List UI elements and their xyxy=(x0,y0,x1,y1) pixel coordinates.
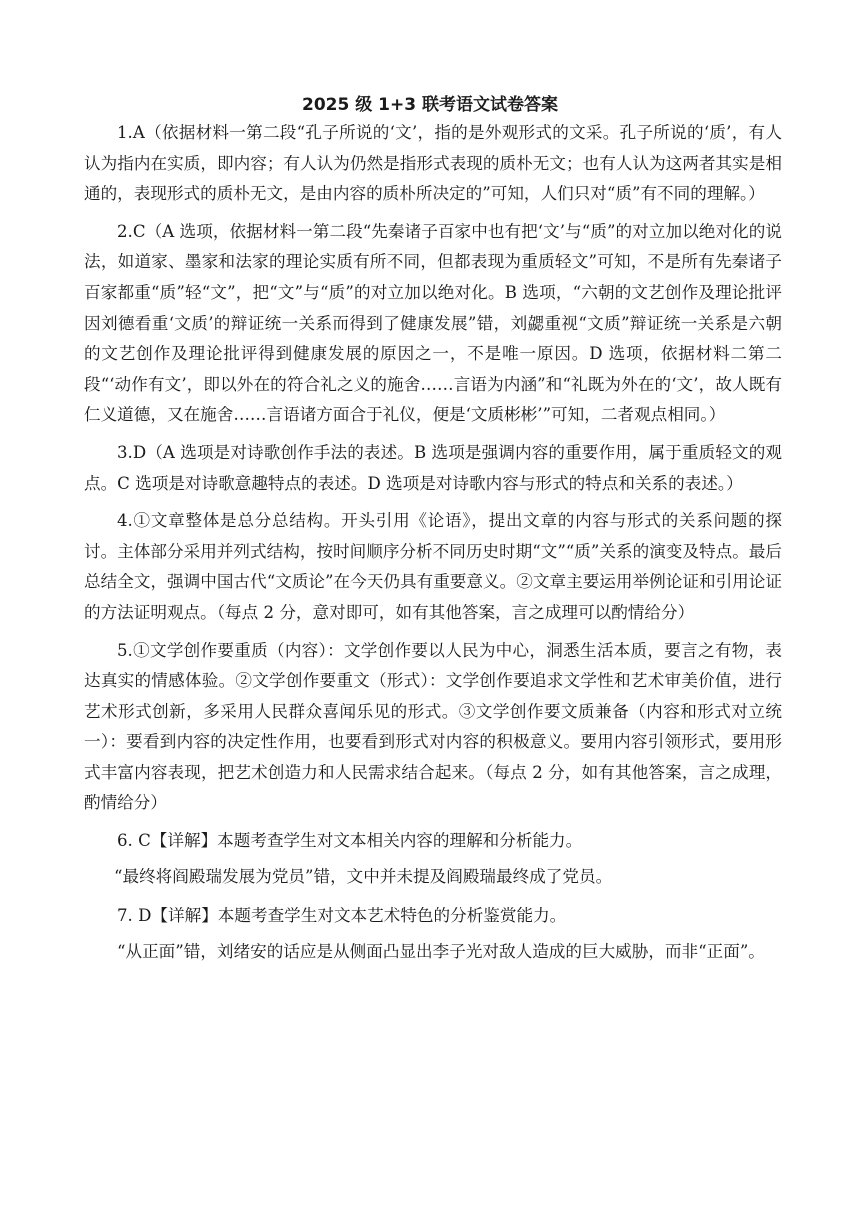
document-title: 2025 级 1+3 联考语文试卷答案 xyxy=(302,95,558,115)
answer-6-detail: “最终将阎殿瑞发展为党员”错，文中并未提及阎殿瑞最终成了党员。 xyxy=(114,866,613,886)
answer-1: 1.A（依据材料一第二段“孔子所说的‘文’，指的是外观形式的文采。孔子所说的‘质’，有人认为指内在实质，即内容；有人认为仍然是指形式表现的质朴无文；也有人认为这两者其实是相通的，表现形式的质朴无文，是由内容的质朴所决定的”可知，人们只对“质”有不同的理解。） xyxy=(84,123,782,204)
answer-7-detail: “从正面”错，刘绪安的话应是从侧面凸显出李子光对敌人造成的巨大威胁，而非“正面”。 xyxy=(117,941,765,961)
answer-2: 2.C（A 选项，依据材料一第二段“先秦诸子百家中也有把‘文’与“质”的对立加以绝对化的说法，如道家、墨家和法家的理论实质有所不同，但都表现为重质轻文”可知，不是所有先秦诸子百家都重“质”轻“文”，把“文”与“质”的对立加以绝对化。B 选项，“六朝的文艺创作及理论批评因刘德看重‘文质’的辩证统一关系而得到了健康发展”错，刘勰重视“文质”辩证统一关系是六朝的文艺创作及理论批评得到健康发展的原因之一，不是唯一原因。D 选项，依据材料二第二段“‘动作有文’，即以外在的符合礼之义的施舍……言语为内涵”和“礼既为外在的‘文’，故人既有仁义道德，又在施舍……言语诸方面合于礼仪，便是‘文质彬彬’”可知，二者观点相同。） xyxy=(84,221,782,425)
answer-6: 6. C【详解】本题考查学生对文本相关内容的理解和分析能力。 xyxy=(117,831,583,851)
answer-7: 7. D【详解】本题考查学生对文本艺术特色的分析鉴赏能力。 xyxy=(117,906,567,926)
answer-body xyxy=(84,118,782,974)
answer-4: 4.①文章整体是总分总结构。开头引用《论语》，提出文章的内容与形式的关系问题的探讨。主体部分采用并列式结构，按时间顺序分析不同历史时期“文”“质”关系的演变及特点。最后总结全文，强调中国古代“文质论”在今天仍具有重要意义。②文章主要运用举例论证和引用论证的方法证明观点。（每点 2 分，意对即可，如有其他答案，言之成理可以酌情给分） xyxy=(84,511,782,622)
answer-3: 3.D（A 选项是对诗歌创作手法的表述。B 选项是强调内容的重要作用，属于重质轻文的观点。C 选项是对诗歌意趣特点的表述。D 选项是对诗歌内容与形式的特点和关系的表述。） xyxy=(84,442,782,493)
answer-5: 5.①文学创作要重质（内容）：文学创作要以人民为中心，洞悉生活本质，要言之有物，表达真实的情感体验。②文学创作要重文（形式）：文学创作要追求文学性和艺术审美价值，进行艺术形式创新，多采用人民群众喜闻乐见的形式。③文学创作要文质兼备（内容和形式对立统一）：要看到内容的决定性作用，也要看到形式对内容的积极意义。要用内容引领形式，要用形式丰富内容表现，把艺术创造力和人民需求结合起来。（每点 2 分，如有其他答案，言之成理，酌情给分） xyxy=(84,640,782,813)
